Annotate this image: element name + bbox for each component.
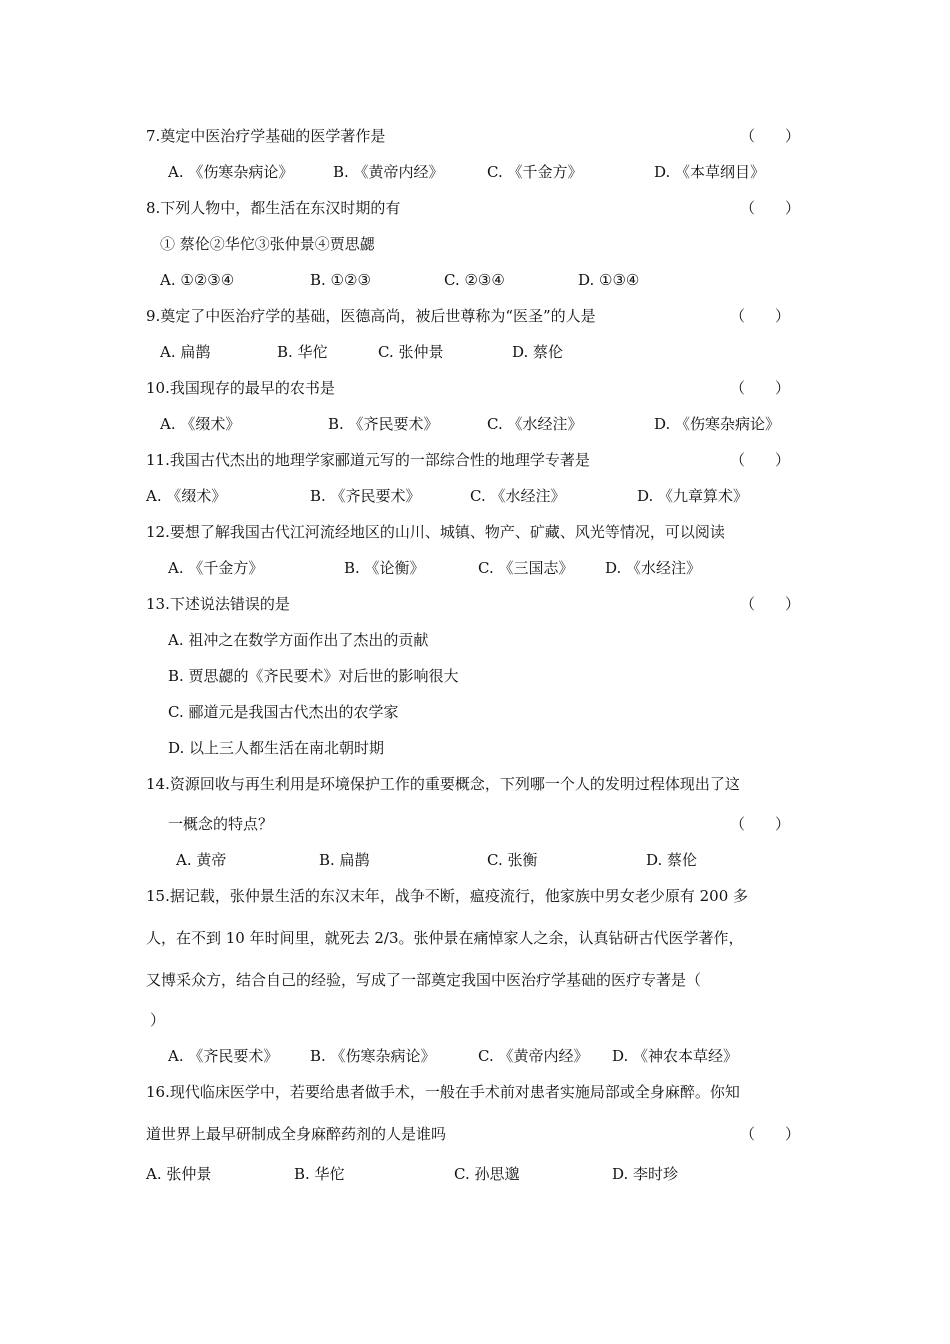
option-b: B. 《伤寒杂病论》 (310, 1047, 436, 1065)
option-c: C. 张仲景 (378, 343, 444, 361)
option-a: A. 《伤寒杂病论》 (168, 163, 294, 181)
answer-paren: （ ） (730, 379, 791, 397)
question-7-stem: 7.奠定中医治疗学基础的医学著作是 (146, 127, 386, 145)
question-11-stem: 11.我国古代杰出的地理学家郦道元写的一部综合性的地理学专著是 (146, 451, 590, 469)
question-10-stem: 10.我国现存的最早的农书是 (146, 379, 335, 397)
option-b: B. 扁鹊 (319, 851, 370, 869)
option-d: D. 蔡伦 (646, 851, 698, 869)
option-b: B. 《齐民要术》 (328, 415, 439, 433)
option-a: A. ①②③④ (160, 271, 235, 289)
option-a: A. 张仲景 (146, 1165, 212, 1183)
option-d: D. 《水经注》 (605, 559, 702, 577)
option-c: C. 《千金方》 (487, 163, 583, 181)
question-16-line-2: 道世界上最早研制成全身麻醉药剂的人是谁吗 (146, 1125, 447, 1143)
question-9-stem: 9.奠定了中医治疗学的基础，医德高尚，被后世尊称为“医圣”的人是 (146, 307, 596, 325)
option-d: D. 《九章算术》 (637, 487, 749, 505)
option-b: B. 《论衡》 (344, 559, 425, 577)
question-15-line-2: 人，在不到 10 年时间里，就死去 2/3。张仲景在痛悼家人之余，认真钻研古代医学著作， (146, 929, 744, 947)
option-a: A. 扁鹊 (160, 343, 211, 361)
option-c: C. 《黄帝内经》 (478, 1047, 589, 1065)
option-d: D. ①③④ (578, 271, 640, 289)
option-d: D. 蔡伦 (512, 343, 564, 361)
option-c: C. 孙思邈 (454, 1165, 520, 1183)
option-b: B. 华佗 (294, 1165, 345, 1183)
option-c: C. 《三国志》 (478, 559, 574, 577)
option-b: B. ①②③ (310, 271, 371, 289)
option-b: B. 《黄帝内经》 (333, 163, 444, 181)
question-14-stem-continued: 一概念的特点？ (168, 815, 274, 833)
option-a: A. 《齐民要术》 (168, 1047, 279, 1065)
answer-paren: （ ） (730, 451, 791, 469)
question-15-line-1: 15.据记载，张仲景生活的东汉末年，战争不断，瘟疫流行，他家族中男女老少原有 200 多 (146, 887, 749, 905)
answer-paren: （ ） (740, 199, 801, 217)
option-a: A. 祖冲之在数学方面作出了杰出的贡献 (168, 631, 429, 649)
option-a: A. 《缀术》 (146, 487, 227, 505)
answer-paren: （ ） (730, 307, 791, 325)
question-8-items: ① 蔡伦②华佗③张仲景④贾思勰 (160, 235, 375, 253)
option-b: B. 华佗 (277, 343, 328, 361)
option-d: D. 以上三人都生活在南北朝时期 (168, 739, 385, 757)
answer-paren: （ ） (740, 127, 801, 145)
option-c: C. 郦道元是我国古代杰出的农学家 (168, 703, 399, 721)
question-16-line-1: 16.现代临床医学中，若要给患者做手术，一般在手术前对患者实施局部或全身麻醉。你知 (146, 1083, 740, 1101)
option-c: C. ②③④ (444, 271, 505, 289)
question-14-stem: 14.资源回收与再生利用是环境保护工作的重要概念，下列哪一个人的发明过程体现出了这 (146, 775, 740, 793)
option-b: B. 《齐民要术》 (310, 487, 421, 505)
option-d: D. 李时珍 (612, 1165, 679, 1183)
option-a: A. 《缀术》 (160, 415, 241, 433)
answer-paren: （ ） (740, 595, 801, 613)
answer-paren: （ ） (740, 1125, 801, 1143)
option-c: C. 《水经注》 (470, 487, 566, 505)
question-13-stem: 13.下述说法错误的是 (146, 595, 290, 613)
answer-paren: （ ） (730, 815, 791, 833)
option-d: D. 《神农本草经》 (612, 1047, 739, 1065)
option-a: A. 黄帝 (176, 851, 227, 869)
option-c: C. 《水经注》 (487, 415, 583, 433)
question-15-line-4: ） (150, 1011, 166, 1029)
question-12-stem: 12.要想了解我国古代江河流经地区的山川、城镇、物产、矿藏、风光等情况，可以阅读 (146, 523, 725, 541)
option-d: D. 《伤寒杂病论》 (654, 415, 781, 433)
question-8-stem: 8.下列人物中，都生活在东汉时期的有 (146, 199, 401, 217)
question-15-line-3: 又博采众方，结合自己的经验，写成了一部奠定我国中医治疗学基础的医疗专著是（ (146, 971, 702, 989)
option-d: D. 《本草纲目》 (654, 163, 766, 181)
option-b: B. 贾思勰的《齐民要术》对后世的影响很大 (168, 667, 459, 685)
option-c: C. 张衡 (487, 851, 538, 869)
option-a: A. 《千金方》 (168, 559, 264, 577)
